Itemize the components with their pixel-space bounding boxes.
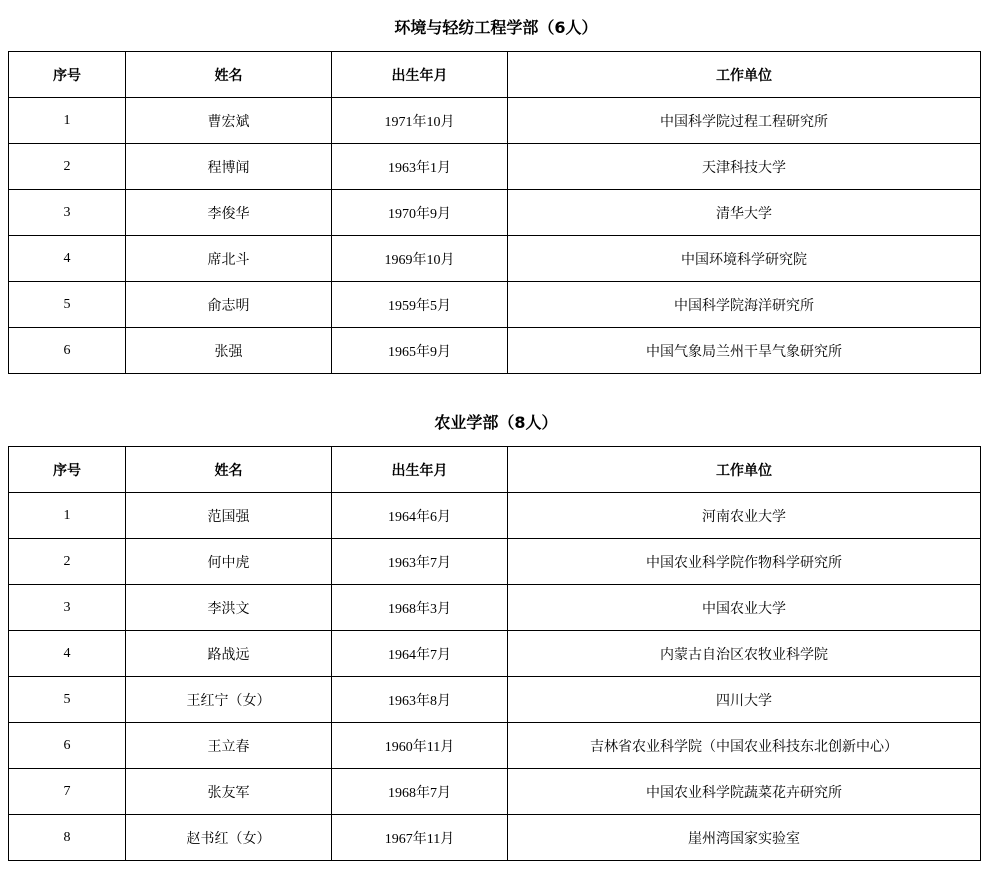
table-row bbox=[9, 631, 981, 677]
cell-index: 4 bbox=[9, 236, 126, 282]
table-header-row bbox=[9, 52, 981, 98]
roster-table-environment bbox=[8, 51, 981, 374]
cell-name: 席北斗 bbox=[126, 236, 332, 282]
cell-employer: 清华大学 bbox=[508, 190, 981, 236]
cell-index: 3 bbox=[9, 190, 126, 236]
table-row bbox=[9, 677, 981, 723]
cell-index: 5 bbox=[9, 282, 126, 328]
cell-employer: 河南农业大学 bbox=[508, 493, 981, 539]
cell-index: 3 bbox=[9, 585, 126, 631]
cell-name: 曹宏斌 bbox=[126, 98, 332, 144]
cell-name: 王红宁（女） bbox=[126, 677, 332, 723]
cell-employer: 中国农业科学院蔬菜花卉研究所 bbox=[508, 769, 981, 815]
table-row bbox=[9, 144, 981, 190]
cell-name: 路战远 bbox=[126, 631, 332, 677]
table-row bbox=[9, 769, 981, 815]
table-row bbox=[9, 328, 981, 374]
table-row bbox=[9, 98, 981, 144]
header-index: 序号 bbox=[9, 447, 126, 493]
cell-birth: 1971年10月 bbox=[332, 98, 508, 144]
cell-birth: 1970年9月 bbox=[332, 190, 508, 236]
cell-employer: 中国气象局兰州干旱气象研究所 bbox=[508, 328, 981, 374]
table-row bbox=[9, 585, 981, 631]
cell-name: 张强 bbox=[126, 328, 332, 374]
table-row bbox=[9, 815, 981, 861]
header-index: 序号 bbox=[9, 52, 126, 98]
cell-index: 1 bbox=[9, 98, 126, 144]
cell-employer: 崖州湾国家实验室 bbox=[508, 815, 981, 861]
cell-employer: 四川大学 bbox=[508, 677, 981, 723]
cell-birth: 1968年7月 bbox=[332, 769, 508, 815]
cell-employer: 中国农业大学 bbox=[508, 585, 981, 631]
cell-employer: 中国农业科学院作物科学研究所 bbox=[508, 539, 981, 585]
cell-index: 5 bbox=[9, 677, 126, 723]
cell-index: 6 bbox=[9, 328, 126, 374]
cell-birth: 1968年3月 bbox=[332, 585, 508, 631]
table-row bbox=[9, 236, 981, 282]
cell-index: 2 bbox=[9, 144, 126, 190]
table-row bbox=[9, 539, 981, 585]
header-employer: 工作单位 bbox=[508, 52, 981, 98]
cell-name: 俞志明 bbox=[126, 282, 332, 328]
cell-index: 4 bbox=[9, 631, 126, 677]
cell-birth: 1969年10月 bbox=[332, 236, 508, 282]
table-row bbox=[9, 493, 981, 539]
cell-index: 7 bbox=[9, 769, 126, 815]
cell-employer: 内蒙古自治区农牧业科学院 bbox=[508, 631, 981, 677]
cell-name: 王立春 bbox=[126, 723, 332, 769]
cell-name: 赵书红（女） bbox=[126, 815, 332, 861]
cell-index: 1 bbox=[9, 493, 126, 539]
cell-employer: 中国科学院海洋研究所 bbox=[508, 282, 981, 328]
header-name: 姓名 bbox=[126, 52, 332, 98]
cell-birth: 1967年11月 bbox=[332, 815, 508, 861]
section-title-environment: 环境与轻纺工程学部（6人） bbox=[394, 18, 598, 37]
cell-birth: 1964年7月 bbox=[332, 631, 508, 677]
cell-name: 李俊华 bbox=[126, 190, 332, 236]
cell-index: 6 bbox=[9, 723, 126, 769]
cell-name: 范国强 bbox=[126, 493, 332, 539]
roster-table-agriculture bbox=[8, 446, 981, 861]
cell-birth: 1964年6月 bbox=[332, 493, 508, 539]
cell-employer: 天津科技大学 bbox=[508, 144, 981, 190]
cell-birth: 1959年5月 bbox=[332, 282, 508, 328]
cell-index: 2 bbox=[9, 539, 126, 585]
section-title-agriculture: 农业学部（8人） bbox=[434, 413, 558, 432]
cell-index: 8 bbox=[9, 815, 126, 861]
cell-birth: 1965年9月 bbox=[332, 328, 508, 374]
header-name: 姓名 bbox=[126, 447, 332, 493]
table-row bbox=[9, 723, 981, 769]
cell-name: 李洪文 bbox=[126, 585, 332, 631]
cell-employer: 中国科学院过程工程研究所 bbox=[508, 98, 981, 144]
cell-employer: 吉林省农业科学院（中国农业科技东北创新中心） bbox=[508, 723, 981, 769]
cell-employer: 中国环境科学研究院 bbox=[508, 236, 981, 282]
cell-birth: 1963年7月 bbox=[332, 539, 508, 585]
table-row bbox=[9, 190, 981, 236]
cell-birth: 1960年11月 bbox=[332, 723, 508, 769]
header-birth: 出生年月 bbox=[332, 52, 508, 98]
cell-birth: 1963年8月 bbox=[332, 677, 508, 723]
cell-birth: 1963年1月 bbox=[332, 144, 508, 190]
cell-name: 程博闻 bbox=[126, 144, 332, 190]
header-employer: 工作单位 bbox=[508, 447, 981, 493]
table-header-row bbox=[9, 447, 981, 493]
table-row bbox=[9, 282, 981, 328]
cell-name: 张友军 bbox=[126, 769, 332, 815]
header-birth: 出生年月 bbox=[332, 447, 508, 493]
cell-name: 何中虎 bbox=[126, 539, 332, 585]
